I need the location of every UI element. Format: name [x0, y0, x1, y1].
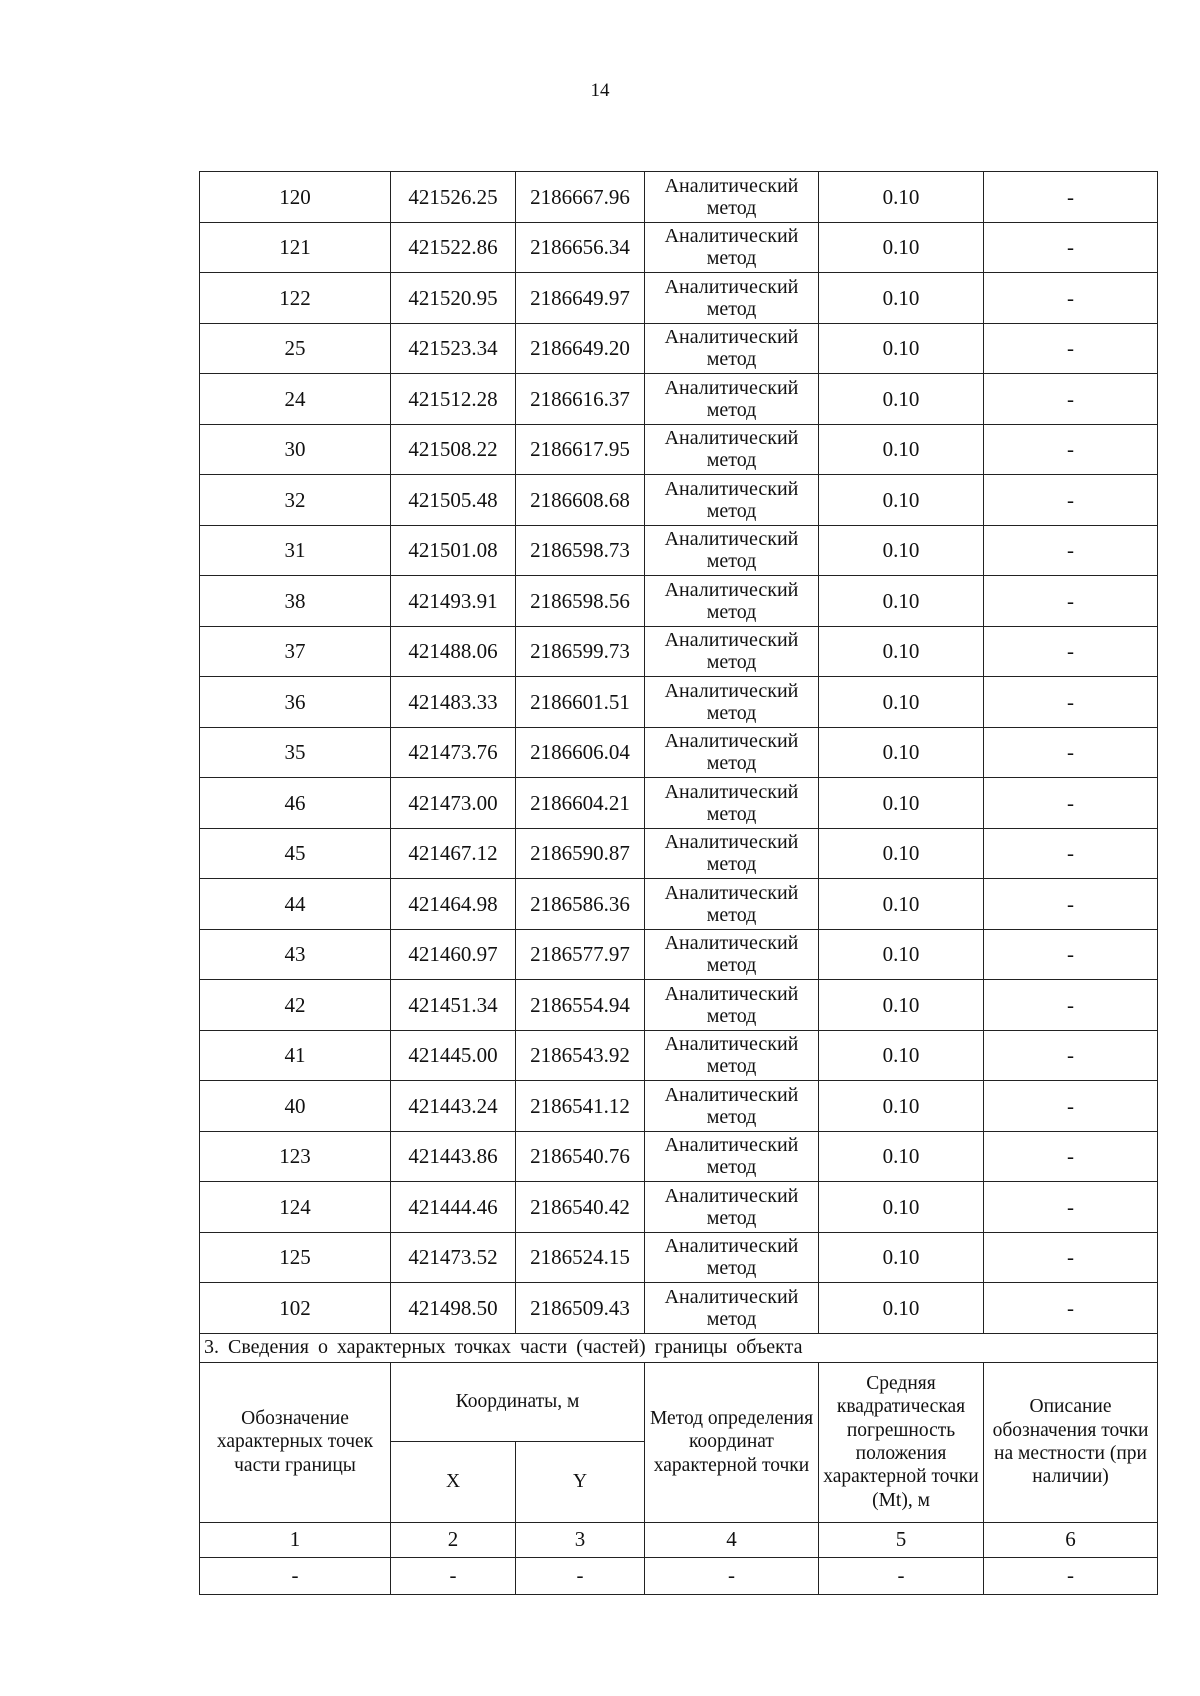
point-cell: 124	[200, 1182, 391, 1233]
x-cell: 421445.00	[391, 1030, 516, 1081]
error-cell: 0.10	[819, 828, 984, 879]
error-cell: 0.10	[819, 626, 984, 677]
description-cell: -	[984, 273, 1158, 324]
table-row	[200, 222, 1158, 273]
y-cell: 2186656.34	[516, 222, 645, 273]
empty-row	[200, 1557, 1158, 1594]
description-cell: -	[984, 1182, 1158, 1233]
section-3-table	[200, 1333, 1158, 1594]
method-cell: Аналитический метод	[645, 828, 819, 879]
point-cell: 121	[200, 222, 391, 273]
description-cell: -	[984, 1081, 1158, 1132]
method-cell: Аналитический метод	[645, 929, 819, 980]
x-cell: 421464.98	[391, 879, 516, 930]
y-cell: 2186577.97	[516, 929, 645, 980]
x-cell: 421473.76	[391, 727, 516, 778]
method-cell: Аналитический метод	[645, 1182, 819, 1233]
table-row	[200, 1081, 1158, 1132]
method-cell: Аналитический метод	[645, 1232, 819, 1283]
y-cell: 2186601.51	[516, 677, 645, 728]
y-cell: 2186608.68	[516, 475, 645, 526]
error-cell: 0.10	[819, 980, 984, 1031]
column-number: 6	[984, 1522, 1158, 1557]
description-cell: -	[984, 929, 1158, 980]
description-cell: -	[984, 222, 1158, 273]
point-cell: 32	[200, 475, 391, 526]
description-cell: -	[984, 424, 1158, 475]
description-cell: -	[984, 626, 1158, 677]
x-cell: 421467.12	[391, 828, 516, 879]
error-cell: 0.10	[819, 1081, 984, 1132]
method-cell: Аналитический метод	[645, 172, 819, 223]
empty-cell: -	[984, 1557, 1158, 1594]
x-cell: 421505.48	[391, 475, 516, 526]
x-cell: 421493.91	[391, 576, 516, 627]
description-cell: -	[984, 778, 1158, 829]
x-cell: 421512.28	[391, 374, 516, 425]
x-cell: 421451.34	[391, 980, 516, 1031]
point-cell: 35	[200, 727, 391, 778]
table-row	[200, 828, 1158, 879]
description-cell: -	[984, 374, 1158, 425]
method-cell: Аналитический метод	[645, 980, 819, 1031]
method-cell: Аналитический метод	[645, 273, 819, 324]
table-row	[200, 677, 1158, 728]
point-cell: 25	[200, 323, 391, 374]
description-cell: -	[984, 1131, 1158, 1182]
point-cell: 37	[200, 626, 391, 677]
y-cell: 2186524.15	[516, 1232, 645, 1283]
x-cell: 421473.00	[391, 778, 516, 829]
column-number: 5	[819, 1522, 984, 1557]
error-cell: 0.10	[819, 1182, 984, 1233]
method-cell: Аналитический метод	[645, 525, 819, 576]
header-coordinates: Координаты, м	[391, 1362, 645, 1441]
method-cell: Аналитический метод	[645, 424, 819, 475]
method-cell: Аналитический метод	[645, 1081, 819, 1132]
error-cell: 0.10	[819, 1030, 984, 1081]
error-cell: 0.10	[819, 525, 984, 576]
method-cell: Аналитический метод	[645, 323, 819, 374]
point-cell: 40	[200, 1081, 391, 1132]
y-cell: 2186598.56	[516, 576, 645, 627]
method-cell: Аналитический метод	[645, 374, 819, 425]
column-numbers-row	[200, 1522, 1158, 1557]
point-cell: 122	[200, 273, 391, 324]
point-cell: 46	[200, 778, 391, 829]
x-cell: 421483.33	[391, 677, 516, 728]
description-cell: -	[984, 576, 1158, 627]
column-number: 1	[200, 1522, 391, 1557]
point-cell: 123	[200, 1131, 391, 1182]
method-cell: Аналитический метод	[645, 677, 819, 728]
error-cell: 0.10	[819, 929, 984, 980]
table-row	[200, 879, 1158, 930]
y-cell: 2186598.73	[516, 525, 645, 576]
y-cell: 2186617.95	[516, 424, 645, 475]
x-cell: 421444.46	[391, 1182, 516, 1233]
point-cell: 41	[200, 1030, 391, 1081]
empty-cell: -	[645, 1557, 819, 1594]
error-cell: 0.10	[819, 475, 984, 526]
y-cell: 2186649.20	[516, 323, 645, 374]
x-cell: 421488.06	[391, 626, 516, 677]
y-cell: 2186586.36	[516, 879, 645, 930]
description-cell: -	[984, 727, 1158, 778]
header-x: X	[391, 1441, 516, 1522]
column-number: 3	[516, 1522, 645, 1557]
y-cell: 2186540.42	[516, 1182, 645, 1233]
method-cell: Аналитический метод	[645, 727, 819, 778]
x-cell: 421498.50	[391, 1283, 516, 1334]
point-cell: 125	[200, 1232, 391, 1283]
table-row	[200, 323, 1158, 374]
x-cell: 421520.95	[391, 273, 516, 324]
table-row	[200, 778, 1158, 829]
table-row	[200, 626, 1158, 677]
table-row	[200, 980, 1158, 1031]
empty-cell: -	[391, 1557, 516, 1594]
points-table-body	[200, 172, 1158, 1334]
table-row	[200, 1030, 1158, 1081]
description-cell: -	[984, 677, 1158, 728]
error-cell: 0.10	[819, 778, 984, 829]
page-number: 14	[590, 80, 610, 101]
table-row	[200, 929, 1158, 980]
empty-cell: -	[819, 1557, 984, 1594]
error-cell: 0.10	[819, 576, 984, 627]
error-cell: 0.10	[819, 677, 984, 728]
section-title-row	[200, 1333, 1158, 1362]
table-row	[200, 1283, 1158, 1334]
x-cell: 421443.86	[391, 1131, 516, 1182]
method-cell: Аналитический метод	[645, 879, 819, 930]
table-row	[200, 424, 1158, 475]
y-cell: 2186667.96	[516, 172, 645, 223]
description-cell: -	[984, 1232, 1158, 1283]
method-cell: Аналитический метод	[645, 1283, 819, 1334]
point-cell: 36	[200, 677, 391, 728]
point-cell: 42	[200, 980, 391, 1031]
description-cell: -	[984, 475, 1158, 526]
error-cell: 0.10	[819, 879, 984, 930]
empty-cell: -	[200, 1557, 391, 1594]
x-cell: 421460.97	[391, 929, 516, 980]
empty-cell: -	[516, 1557, 645, 1594]
section-title: 3. Сведения о характерных точках части (частей) границы объекта	[200, 1333, 1158, 1362]
y-cell: 2186540.76	[516, 1131, 645, 1182]
x-cell: 421526.25	[391, 172, 516, 223]
y-cell: 2186599.73	[516, 626, 645, 677]
x-cell: 421508.22	[391, 424, 516, 475]
point-cell: 31	[200, 525, 391, 576]
error-cell: 0.10	[819, 424, 984, 475]
description-cell: -	[984, 980, 1158, 1031]
method-cell: Аналитический метод	[645, 1131, 819, 1182]
x-cell: 421523.34	[391, 323, 516, 374]
header-designation: Обозначение характерных точек части границы	[200, 1362, 391, 1522]
point-cell: 44	[200, 879, 391, 930]
y-cell: 2186649.97	[516, 273, 645, 324]
table-row	[200, 727, 1158, 778]
x-cell: 421473.52	[391, 1232, 516, 1283]
column-number: 2	[391, 1522, 516, 1557]
table-row	[200, 576, 1158, 627]
y-cell: 2186604.21	[516, 778, 645, 829]
error-cell: 0.10	[819, 1283, 984, 1334]
description-cell: -	[984, 323, 1158, 374]
point-cell: 120	[200, 172, 391, 223]
error-cell: 0.10	[819, 323, 984, 374]
y-cell: 2186606.04	[516, 727, 645, 778]
header-row-top	[200, 1362, 1158, 1441]
table-row	[200, 273, 1158, 324]
description-cell: -	[984, 828, 1158, 879]
description-cell: -	[984, 525, 1158, 576]
point-cell: 38	[200, 576, 391, 627]
table-row	[200, 475, 1158, 526]
x-cell: 421443.24	[391, 1081, 516, 1132]
point-cell: 24	[200, 374, 391, 425]
error-cell: 0.10	[819, 1131, 984, 1182]
x-cell: 421501.08	[391, 525, 516, 576]
method-cell: Аналитический метод	[645, 222, 819, 273]
y-cell: 2186541.12	[516, 1081, 645, 1132]
y-cell: 2186590.87	[516, 828, 645, 879]
error-cell: 0.10	[819, 727, 984, 778]
x-cell: 421522.86	[391, 222, 516, 273]
method-cell: Аналитический метод	[645, 626, 819, 677]
table-row	[200, 374, 1158, 425]
method-cell: Аналитический метод	[645, 576, 819, 627]
table-row	[200, 172, 1158, 223]
header-error: Средняя квадратическая погрешность положения характерной точки (Mt), м	[819, 1362, 984, 1522]
column-number: 4	[645, 1522, 819, 1557]
header-y: Y	[516, 1441, 645, 1522]
table-row	[200, 1232, 1158, 1283]
table-row	[200, 525, 1158, 576]
point-cell: 102	[200, 1283, 391, 1334]
boundary-points-table	[199, 171, 1158, 1595]
method-cell: Аналитический метод	[645, 778, 819, 829]
y-cell: 2186509.43	[516, 1283, 645, 1334]
error-cell: 0.10	[819, 172, 984, 223]
description-cell: -	[984, 172, 1158, 223]
point-cell: 43	[200, 929, 391, 980]
method-cell: Аналитический метод	[645, 475, 819, 526]
y-cell: 2186616.37	[516, 374, 645, 425]
method-cell: Аналитический метод	[645, 1030, 819, 1081]
description-cell: -	[984, 1283, 1158, 1334]
error-cell: 0.10	[819, 273, 984, 324]
error-cell: 0.10	[819, 1232, 984, 1283]
table-row	[200, 1131, 1158, 1182]
y-cell: 2186554.94	[516, 980, 645, 1031]
header-description: Описание обозначения точки на местности (при наличии)	[984, 1362, 1158, 1522]
description-cell: -	[984, 879, 1158, 930]
table-row	[200, 1182, 1158, 1233]
point-cell: 45	[200, 828, 391, 879]
error-cell: 0.10	[819, 222, 984, 273]
error-cell: 0.10	[819, 374, 984, 425]
y-cell: 2186543.92	[516, 1030, 645, 1081]
point-cell: 30	[200, 424, 391, 475]
description-cell: -	[984, 1030, 1158, 1081]
header-method: Метод определения координат характерной точки	[645, 1362, 819, 1522]
